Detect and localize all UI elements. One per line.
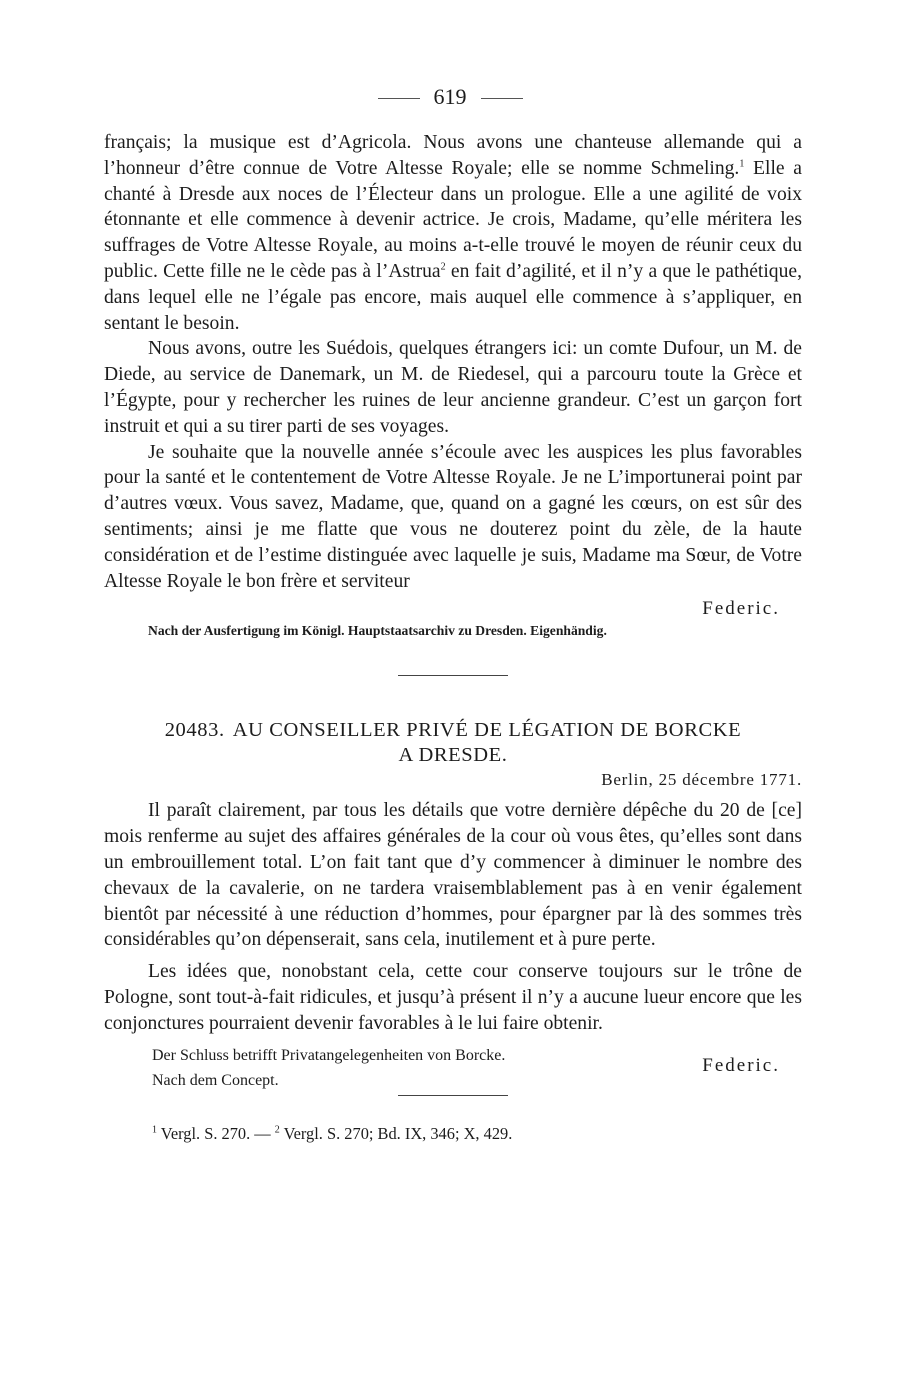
letter2-paragraph-1: Il paraît clairement, par tous les détails que votre dernière dépêche du 20 de [ce] mois renferme au sujet des affaires générales de la cour où vous êtes, qu’elles sont dans un embrouillement total. L’on fait tant que d’y commencer à diminuer le nombre des chevaux de la cavalerie, on ne tardera vraisemblablement pas à en venir également bientôt par nécessité à une réduction d’hommes, pour épargner par là des sommes très considérables qu’on dépenserait, sans cela, inutilement et à pure perte. bbox=[104, 800, 802, 951]
letter2-dateline: Berlin, 25 décembre 1771. bbox=[601, 770, 802, 790]
letter2-notes bbox=[104, 1043, 802, 1089]
letter2-title-line2: A DRESDE. bbox=[398, 744, 508, 767]
footnote-2-marker: 2 bbox=[274, 1124, 280, 1136]
letter1-signature: Federic. bbox=[702, 598, 780, 620]
header-dash-left bbox=[378, 98, 420, 99]
letter1-source-note: Nach der Ausfertigung im Königl. Hauptstaatsarchiv zu Dresden. Eigenhändig. bbox=[148, 623, 607, 639]
letter1-paragraph-3: Je souhaite que la nouvelle année s’écoule avec les auspices les plus favorables pour la santé et le contentement de Votre Altesse Royale. Je ne L’importunerai point par d’autres vœux. Vous savez, Madame, que, quand on a gagné les cœurs, on est sûr des sentiments; ainsi je me flatte que vous ne douterez point du zèle, de la haute considération et de l’estime distinguée avec laquelle je suis, Madame ma Sœur, de Votre Altesse Royale le bon frère et serviteur bbox=[104, 441, 802, 592]
header-dash-right bbox=[481, 98, 523, 99]
letter1-paragraph-1: français; la musique est d’Agricola. Nous avons une chanteuse allemande qui a l’honneur d’être connue de Votre Altesse Royale; elle se nomme Schmeling.$^1$ Elle a chanté à Dresde aux noces de l’Électeur dans un prologue. Elle a une agilité de voix étonnante et elle commence à devenir actrice. Je crois, Madame, qu’elle méritera les suffrages de Votre Altesse Royale, au moins a-t-elle trouvé le moyen de réunir ceux du public. Cette fille ne le cède pas à l’Astrua$^2$ en fait d’agilité, et il n’y a que le pathétique, dans lequel elle ne l’égale pas encore, mais auquel elle commence à s’appliquer, en sentant le besoin. bbox=[104, 132, 803, 334]
letter2-note-2: Nach dem Concept. bbox=[152, 1071, 279, 1089]
footnote-ref-2: 2 bbox=[440, 261, 446, 273]
letter2-signature: Federic. bbox=[702, 1054, 780, 1076]
footnote-1-marker: 1 bbox=[152, 1124, 157, 1136]
footnote-separator: — bbox=[250, 1123, 275, 1143]
page-body bbox=[104, 130, 802, 1146]
footnote-ref-1: 1 bbox=[739, 158, 745, 170]
footnote-2: Vergl. S. 270; Bd. IX, 346; X, 429. bbox=[279, 1123, 513, 1143]
letter2-note-1: Der Schluss betrifft Privatangelegenheiten von Borcke. bbox=[152, 1046, 506, 1064]
footnote-1: Vergl. S. 270. bbox=[157, 1123, 251, 1143]
letter2-paragraph-2: Les idées que, nonobstant cela, cette cour conserve toujours sur le trône de Pologne, sont tout-à-fait ridicules, et jusqu’à présent il n’y a aucune lueur encore que les conjonctures pourraient devenir favorables à le lui faire obtenir. bbox=[104, 961, 802, 1034]
page-header bbox=[0, 84, 900, 110]
letter1-paragraph-2: Nous avons, outre les Suédois, quelques étrangers ici: un comte Dufour, un M. de Diede, au service de Danemark, un M. de Riedesel, qui a parcouru toute la Grèce et l’Égypte, pour y rechercher les ruines de leur ancienne grandeur. C’est un garçon fort instruit et qui a su tirer parti de ses voyages. bbox=[104, 338, 802, 437]
letter2-number: 20483. bbox=[164, 719, 225, 742]
footnotes bbox=[152, 1122, 802, 1146]
page-number: 619 bbox=[433, 84, 467, 109]
letter2-title-line1: AU CONSEILLER PRIVÉ DE LÉGATION DE BORCKE bbox=[232, 719, 742, 742]
letter2-title bbox=[104, 718, 802, 768]
